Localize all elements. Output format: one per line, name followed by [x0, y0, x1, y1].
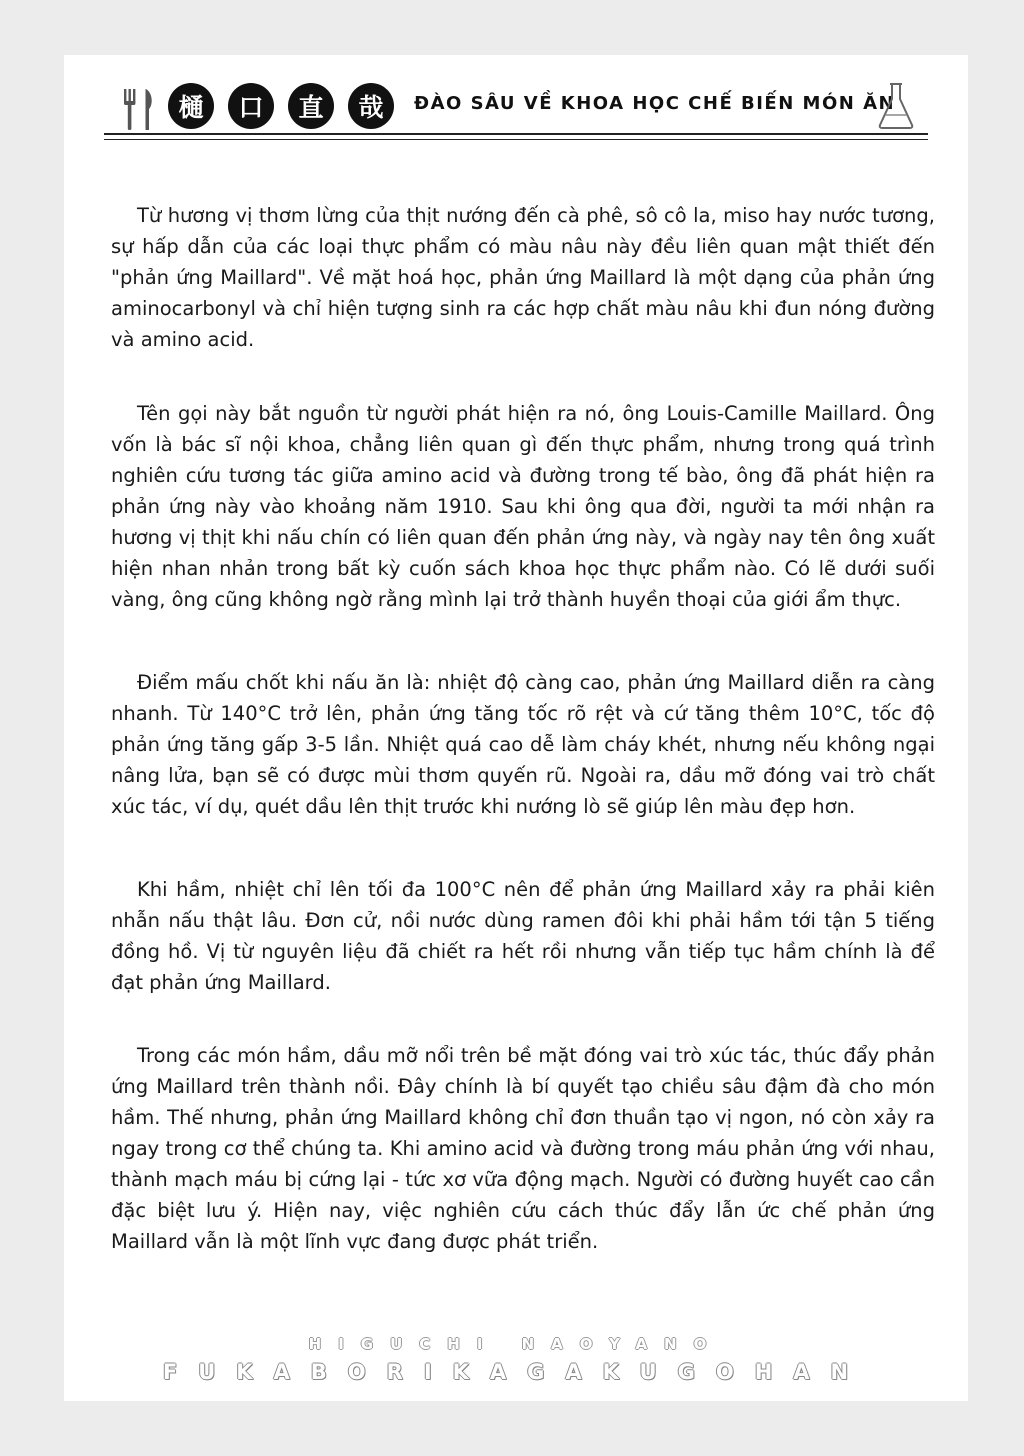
kanji-badge: 哉 [348, 83, 394, 129]
fork-knife-icon [122, 87, 156, 131]
paragraph: Điểm mấu chốt khi nấu ăn là: nhiệt độ càng cao, phản ứng Maillard diễn ra càng nhanh. Từ 140°C trở lên, phản ứng tăng tốc rõ rệt và cứ tăng thêm 10°C, tốc độ phản ứng tăng gấp 3-5 lần. Nhiệt quá cao dễ làm cháy khét, nhưng nếu không ngại nâng lửa, bạn sẽ có được mùi thơm quyến rũ. Ngoài ra, dầu mỡ đóng vai trò chất xúc tác, ví dụ, quét dầu lên thịt trước khi nướng lò sẽ giúp lên màu đẹp hơn. [111, 671, 935, 818]
kanji-badge: 直 [288, 83, 334, 129]
paragraph: Trong các món hầm, dầu mỡ nổi trên bề mặt đóng vai trò xúc tác, thúc đẩy phản ứng Maillard trên thành nồi. Đây chính là bí quyết tạo chiều sâu đậm đà cho món hầm. Thế nhưng, phản ứng Maillard không chỉ đơn thuần tạo vị ngon, nó còn xảy ra ngay trong cơ thể chúng ta. Khi amino acid và đường trong máu phản ứng với nhau, thành mạch máu bị cứng lại - tức xơ vữa động mạch. Người có đường huyết cao cần đặc biệt lưu ý. Hiện nay, việc nghiên cứu cách thúc đẩy lẫn ức chế phản ứng Maillard vẫn là một lĩnh vực đang được phát triển. [111, 1044, 935, 1253]
page [64, 55, 968, 1401]
header-rule [104, 133, 928, 135]
footer-author: HIGUCHI NAOYANO [308, 1335, 724, 1353]
flask-icon [876, 81, 916, 131]
paragraph: Tên gọi này bắt nguồn từ người phát hiện ra nó, ông Louis-Camille Maillard. Ông vốn là bác sĩ nội khoa, chẳng liên quan gì đến thực phẩm, nhưng trong quá trình nghiên cứu tương tác giữa amino acid và đường trong tế bào, ông đã phát hiện ra phản ứng này vào khoảng năm 1910. Sau khi ông qua đời, người ta mới nhận ra hương vị thịt khi nấu chín có liên quan đến phản ứng này, và ngày nay tên ông xuất hiện nhan nhản trong bất kỳ cuốn sách khoa học thực phẩm nào. Có lẽ dưới suối vàng, ông cũng không ngờ rằng mình lại trở thành huyền thoại của giới ẩm thực. [111, 402, 935, 611]
kanji-badge: 口 [228, 83, 274, 129]
paragraph: Khi hầm, nhiệt chỉ lên tối đa 100°C nên để phản ứng Maillard xảy ra phải kiên nhẫn nấu thật lâu. Đơn cử, nồi nước dùng ramen đôi khi phải hầm tới tận 5 tiếng đồng hồ. Vị từ nguyên liệu đã chiết ra hết rồi nhưng vẫn tiếp tục hầm chính là để đạt phản ứng Maillard. [111, 878, 935, 994]
paragraph: Từ hương vị thơm lừng của thịt nướng đến cà phê, sô cô la, miso hay nước tương, sự hấp dẫn của các loại thực phẩm có màu nâu này đều liên quan mật thiết đến "phản ứng Maillard". Về mặt hoá học, phản ứng Maillard là một dạng của phản ứng aminocarbonyl và chỉ hiện tượng sinh ra các hợp chất màu nâu khi đun nóng đường và amino acid. [111, 204, 935, 351]
header-title: ĐÀO SÂU VỀ KHOA HỌC CHẾ BIẾN MÓN ĂN [414, 93, 896, 114]
header-rule [104, 139, 928, 140]
header [104, 75, 928, 139]
kanji-badge: 樋 [168, 83, 214, 129]
article-body [111, 200, 935, 1257]
footer-series: FUKABORIKAGAKUGOHAN [162, 1360, 870, 1384]
